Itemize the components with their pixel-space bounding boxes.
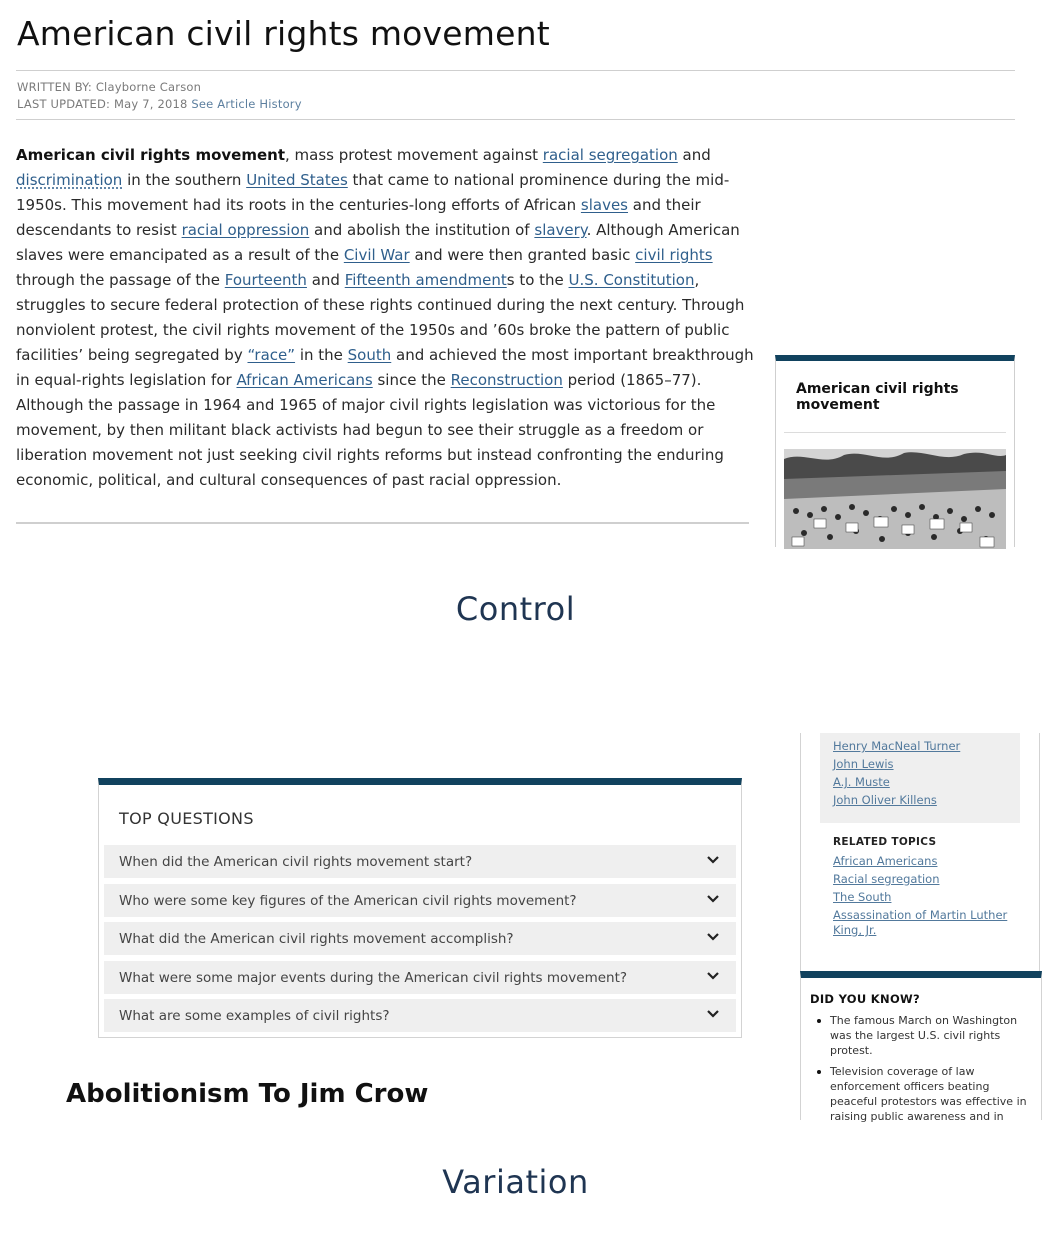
person-link[interactable]: Henry MacNeal Turner [833, 739, 961, 753]
article-paragraph: American civil rights movement, mass protest movement against racial segregation and discrimination in the southern United States that came to national prominence during the mid-1950s. This movement had its roots in the centuries-long efforts of African slaves and their descendants to resist racial oppression and abolish the institution of slavery. Although American slaves were emancipated as a result of the Civil War and were then granted basic civil rights through the passage of the Fourteenth and Fifteenth amendments to the U.S. Constitution, struggles to secure federal protection of these rights continued during the next century. Through nonviolent protest, the civil rights movement of the 1950s and ’60s broke the pattern of public facilities’ being segregated by “race” in the South and achieved the most important breakthrough in equal-rights legislation for African Americans since the Reconstruction period (1865–77). Although the passage in 1964 and 1965 of major civil rights legislation was victorious for the movement, by then militant black activists had begun to see their struggle as a freedom or liberation movement not just seeking civil rights reforms but instead confronting the enduring economic, political, and cultural consequences of past racial oppression. [16, 146, 754, 489]
link-fifteenth-amendment[interactable]: Fifteenth amendment [344, 271, 507, 289]
fact-item: The famous March on Washington was the largest U.S. civil rights protest. [830, 1013, 1030, 1058]
question-text: What are some examples of civil rights? [119, 1008, 390, 1024]
infobox [775, 355, 1015, 547]
question-item[interactable] [104, 961, 736, 994]
person-link[interactable]: John Lewis [833, 757, 894, 771]
question-item[interactable] [104, 884, 736, 917]
infobox-title: American civil rights movement [796, 381, 959, 413]
author-name: Clayborne Carson [95, 80, 202, 94]
did-you-know-heading: DID YOU KNOW? [810, 992, 920, 1006]
link-south[interactable]: South [347, 346, 392, 364]
link-race[interactable]: “race” [247, 346, 296, 364]
related-topic-link[interactable]: Assassination of Martin Luther King, Jr. [833, 908, 1008, 937]
chevron-down-icon[interactable] [706, 930, 720, 944]
last-updated-label: LAST UPDATED: [17, 97, 111, 111]
top-questions-box [98, 778, 742, 1038]
last-updated [17, 97, 302, 111]
chevron-down-icon[interactable] [706, 892, 720, 906]
did-you-know-box [800, 971, 1042, 1123]
question-text: What were some major events during the American civil rights movement? [119, 970, 628, 986]
section-heading: Abolitionism To Jim Crow [66, 1079, 429, 1109]
key-people-panel [820, 733, 1020, 823]
link-reconstruction[interactable]: Reconstruction [450, 371, 563, 389]
chevron-down-icon[interactable] [706, 853, 720, 867]
related-topic-link[interactable]: African Americans [833, 854, 938, 868]
chevron-down-icon[interactable] [706, 1007, 720, 1021]
march-photo[interactable] [784, 449, 1006, 549]
related-topic-link[interactable]: Racial segregation [833, 872, 940, 886]
link-slavery[interactable]: slavery [534, 221, 587, 239]
person-link[interactable]: John Oliver Killens [833, 793, 937, 807]
divider [16, 119, 1015, 120]
top-questions-heading: TOP QUESTIONS [119, 809, 254, 828]
page-title: American civil rights movement [17, 14, 550, 53]
link-fourteenth[interactable]: Fourteenth [224, 271, 307, 289]
question-item[interactable] [104, 922, 736, 955]
link-civil-war[interactable]: Civil War [343, 246, 410, 264]
control-label: Control [455, 590, 576, 628]
byline [17, 80, 201, 94]
link-african-americans[interactable]: African Americans [236, 371, 373, 389]
article-history-link[interactable]: See Article History [191, 97, 302, 111]
question-text: What did the American civil rights movement accomplish? [119, 931, 514, 947]
link-us-constitution[interactable]: U.S. Constitution [568, 271, 695, 289]
link-racial-segregation[interactable]: racial segregation [542, 146, 678, 164]
related-topics-heading: RELATED TOPICS [833, 836, 937, 848]
question-item[interactable] [104, 845, 736, 878]
link-civil-rights[interactable]: civil rights [635, 246, 713, 264]
link-slaves[interactable]: slaves [580, 196, 629, 214]
chevron-down-icon[interactable] [706, 969, 720, 983]
article-lead: American civil rights movement [16, 146, 285, 164]
divider [16, 70, 1015, 71]
related-topic-link[interactable]: The South [833, 890, 892, 904]
person-link[interactable]: A.J. Muste [833, 775, 890, 789]
link-racial-oppression[interactable]: racial oppression [181, 221, 310, 239]
question-item[interactable] [104, 999, 736, 1032]
article-end-divider [16, 522, 749, 524]
fact-item: Television coverage of law enforcement officers beating peaceful protestors was effective in raising public awareness and in [830, 1064, 1030, 1124]
sidebar [800, 733, 1040, 1123]
question-text: When did the American civil rights movement start? [119, 854, 473, 870]
link-united-states[interactable]: United States [246, 171, 348, 189]
infobox-divider [784, 432, 1006, 433]
last-updated-date: May 7, 2018 [113, 97, 188, 111]
variation-label: Variation [442, 1163, 589, 1201]
question-text: Who were some key figures of the American civil rights movement? [119, 893, 577, 909]
link-discrimination[interactable]: discrimination [16, 171, 123, 189]
written-by-label: WRITTEN BY: [17, 80, 92, 94]
